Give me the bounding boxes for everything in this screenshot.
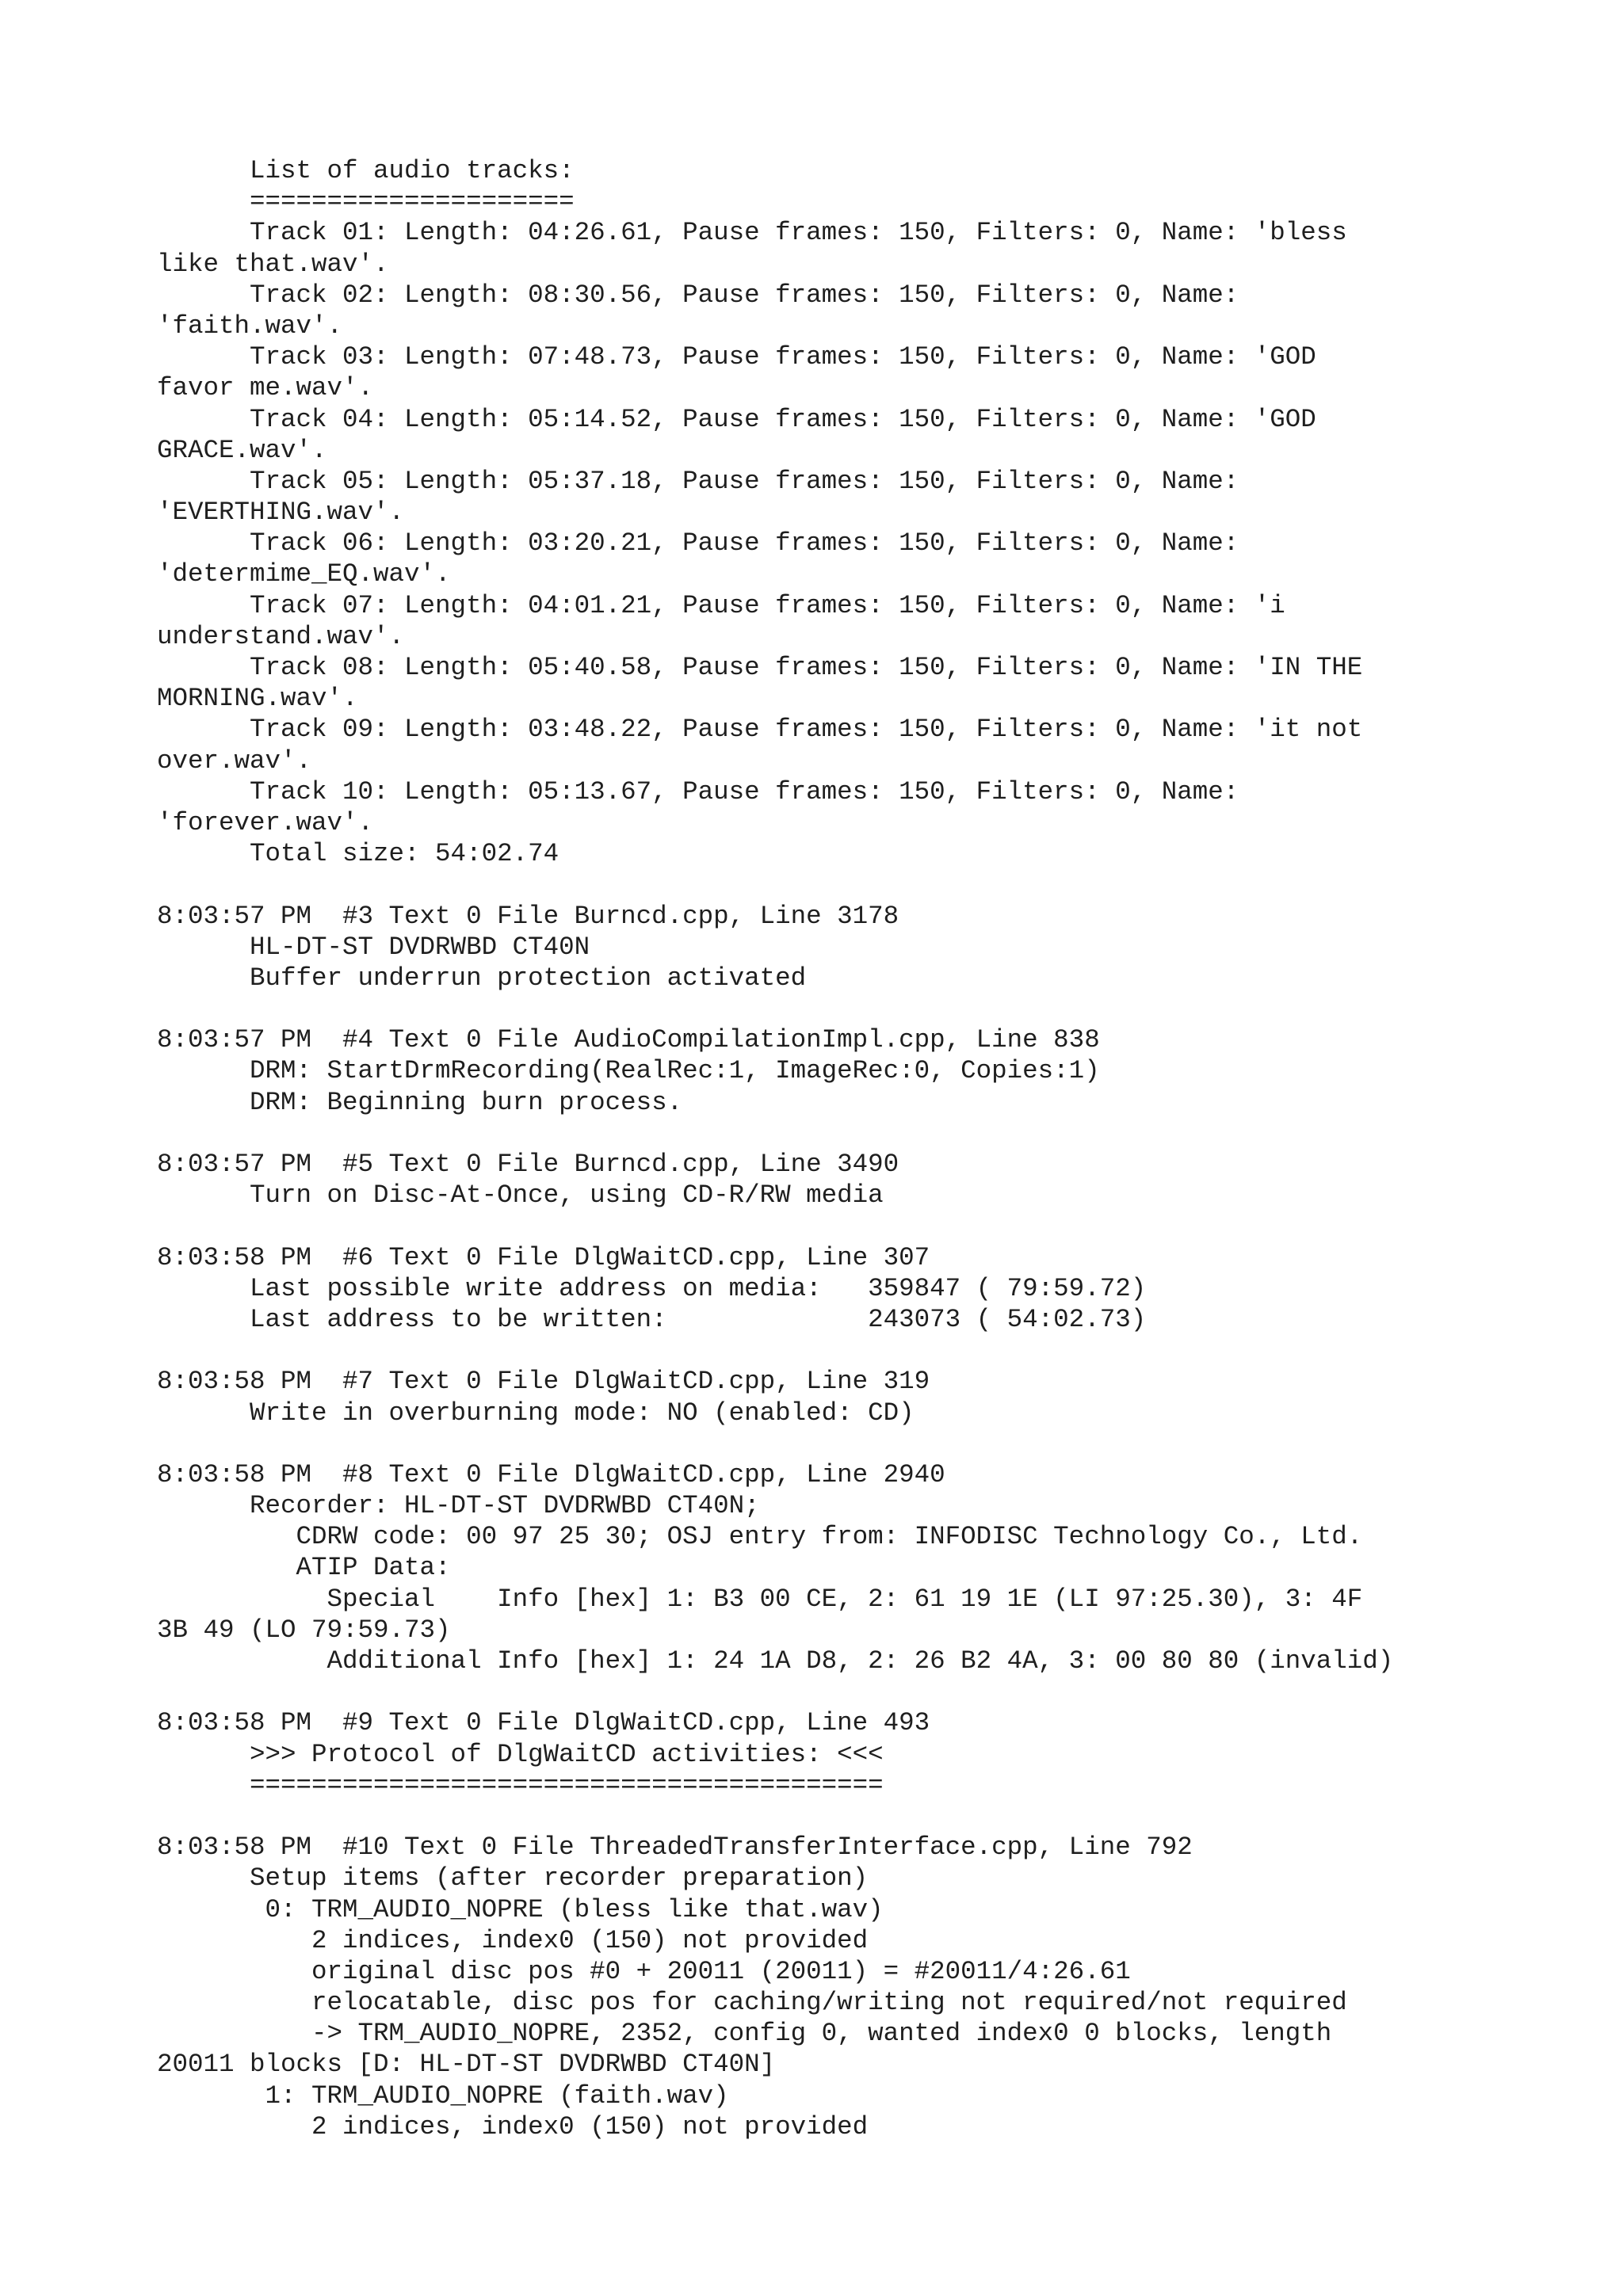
log-text bbox=[157, 155, 1583, 2142]
log-line: 2 indices, index0 (150) not provided bbox=[157, 1925, 869, 1955]
log-line: 1: TRM_AUDIO_NOPRE (faith.wav) bbox=[157, 2081, 729, 2111]
log-line: ATIP Data: bbox=[157, 1553, 451, 1583]
log-line: Track 09: Length: 03:48.22, Pause frames: 150, Filters: 0, Name: 'it not bbox=[157, 715, 1363, 745]
log-line bbox=[157, 1801, 1583, 1832]
log-line: 8:03:58 PM #6 Text 0 File DlgWaitCD.cpp, Line 307 bbox=[157, 1242, 930, 1272]
log-line: Last possible write address on media: 359847 ( 79:59.72) bbox=[157, 1273, 1147, 1303]
log-line: Track 10: Length: 05:13.67, Pause frames: 150, Filters: 0, Name: bbox=[157, 776, 1239, 807]
log-line: Track 03: Length: 07:48.73, Pause frames: 150, Filters: 0, Name: 'GOD bbox=[157, 342, 1316, 372]
log-line: MORNING.wav'. bbox=[157, 684, 358, 714]
log-line: Buffer underrun protection activated bbox=[157, 963, 807, 993]
log-line: like that.wav'. bbox=[157, 249, 389, 279]
log-line bbox=[157, 869, 1583, 900]
log-line: DRM: StartDrmRecording(RealRec:1, ImageRec:0, Copies:1) bbox=[157, 1056, 1100, 1086]
log-line: Track 02: Length: 08:30.56, Pause frames: 150, Filters: 0, Name: bbox=[157, 280, 1239, 310]
log-line: 'faith.wav'. bbox=[157, 311, 343, 341]
log-line: CDRW code: 00 97 25 30; OSJ entry from: INFODISC Technology Co., Ltd. bbox=[157, 1522, 1363, 1552]
log-line: original disc pos #0 + 20011 (20011) = #20011/4:26.61 bbox=[157, 1956, 1131, 1986]
log-line: 8:03:58 PM #8 Text 0 File DlgWaitCD.cpp, Line 2940 bbox=[157, 1459, 945, 1489]
log-line: ===================== bbox=[157, 187, 575, 217]
log-line: 'EVERTHING.wav'. bbox=[157, 498, 405, 528]
log-line: 8:03:57 PM #4 Text 0 File AudioCompilationImpl.cpp, Line 838 bbox=[157, 1025, 1100, 1055]
log-line: >>> Protocol of DlgWaitCD activities: <<< bbox=[157, 1739, 884, 1769]
log-line: favor me.wav'. bbox=[157, 373, 374, 403]
log-line: 'determime_EQ.wav'. bbox=[157, 559, 451, 589]
log-line: Track 06: Length: 03:20.21, Pause frames: 150, Filters: 0, Name: bbox=[157, 528, 1239, 559]
log-line: understand.wav'. bbox=[157, 621, 405, 651]
log-line: List of audio tracks: bbox=[157, 156, 575, 185]
log-line: Track 08: Length: 05:40.58, Pause frames: 150, Filters: 0, Name: 'IN THE bbox=[157, 653, 1363, 682]
log-line bbox=[157, 1211, 1583, 1241]
log-line bbox=[157, 994, 1583, 1024]
log-line: Track 07: Length: 04:01.21, Pause frames: 150, Filters: 0, Name: 'i bbox=[157, 590, 1285, 620]
log-line: Recorder: HL-DT-ST DVDRWBD CT40N; bbox=[157, 1491, 760, 1521]
log-line: Track 01: Length: 04:26.61, Pause frames: 150, Filters: 0, Name: 'bless bbox=[157, 218, 1347, 248]
log-line: 8:03:58 PM #9 Text 0 File DlgWaitCD.cpp, Line 493 bbox=[157, 1708, 930, 1738]
log-line: Write in overburning mode: NO (enabled: CD) bbox=[157, 1398, 915, 1428]
log-line: 'forever.wav'. bbox=[157, 807, 374, 837]
log-line: 2 indices, index0 (150) not provided bbox=[157, 2111, 869, 2142]
log-line bbox=[157, 1428, 1583, 1459]
log-line bbox=[157, 1118, 1583, 1149]
log-line: Track 04: Length: 05:14.52, Pause frames: 150, Filters: 0, Name: 'GOD bbox=[157, 404, 1316, 434]
log-line: 0: TRM_AUDIO_NOPRE (bless like that.wav) bbox=[157, 1894, 884, 1924]
log-line: 8:03:57 PM #3 Text 0 File Burncd.cpp, Line 3178 bbox=[157, 901, 899, 931]
log-line: Total size: 54:02.74 bbox=[157, 839, 559, 869]
log-line: 20011 blocks [D: HL-DT-ST DVDRWBD CT40N] bbox=[157, 2050, 776, 2080]
log-line: Track 05: Length: 05:37.18, Pause frames: 150, Filters: 0, Name: bbox=[157, 466, 1239, 496]
log-line bbox=[157, 1676, 1583, 1707]
log-line: Additional Info [hex] 1: 24 1A D8, 2: 26 B2 4A, 3: 00 80 80 (invalid) bbox=[157, 1646, 1394, 1676]
log-line: 8:03:58 PM #7 Text 0 File DlgWaitCD.cpp, Line 319 bbox=[157, 1367, 930, 1397]
log-line: 8:03:58 PM #10 Text 0 File ThreadedTransferInterface.cpp, Line 792 bbox=[157, 1833, 1193, 1863]
log-line: Special Info [hex] 1: B3 00 CE, 2: 61 19 1E (LI 97:25.30), 3: 4F bbox=[157, 1584, 1363, 1614]
log-line: -> TRM_AUDIO_NOPRE, 2352, config 0, wanted index0 0 blocks, length bbox=[157, 2019, 1332, 2049]
log-line: DRM: Beginning burn process. bbox=[157, 1087, 683, 1117]
log-line: Last address to be written: 243073 ( 54:02.73) bbox=[157, 1304, 1147, 1334]
log-line: 3B 49 (LO 79:59.73) bbox=[157, 1615, 451, 1645]
log-line: Setup items (after recorder preparation) bbox=[157, 1863, 869, 1894]
log-line: Turn on Disc-At-Once, using CD-R/RW media bbox=[157, 1180, 884, 1211]
log-line: ========================================= bbox=[157, 1770, 884, 1800]
log-line: over.wav'. bbox=[157, 746, 312, 776]
log-line: relocatable, disc pos for caching/writing not required/not required bbox=[157, 1988, 1347, 2018]
log-line bbox=[157, 1335, 1583, 1366]
log-line: GRACE.wav'. bbox=[157, 435, 327, 465]
log-line: HL-DT-ST DVDRWBD CT40N bbox=[157, 932, 590, 962]
log-line: 8:03:57 PM #5 Text 0 File Burncd.cpp, Line 3490 bbox=[157, 1150, 899, 1179]
